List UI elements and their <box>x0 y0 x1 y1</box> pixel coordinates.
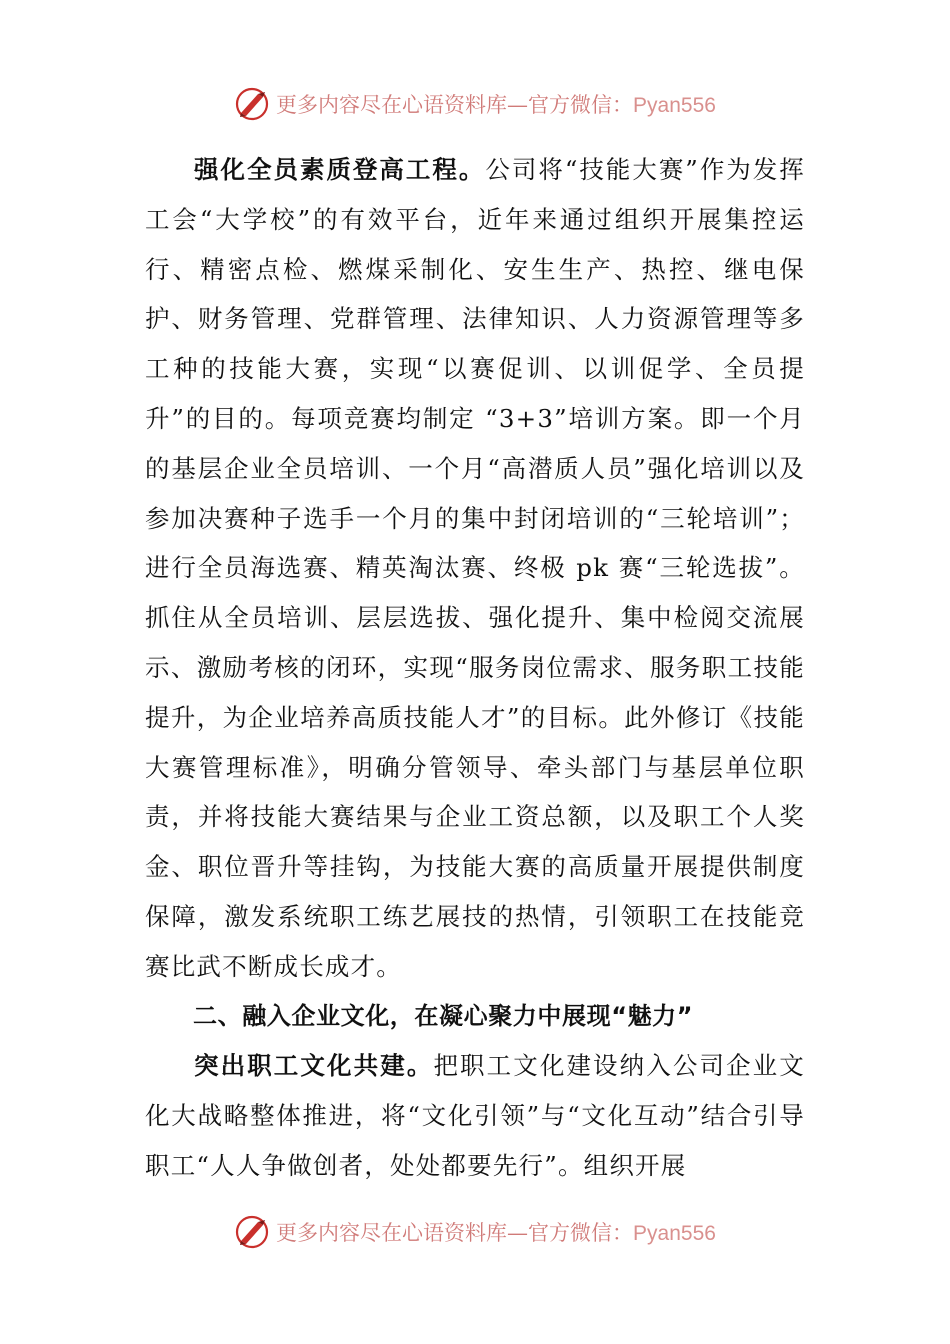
paragraph-lead: 突出职工文化共建。 <box>194 1051 434 1081</box>
paragraph-culture <box>145 1041 805 1190</box>
pen-logo-icon <box>234 86 270 122</box>
watermark-header <box>0 84 950 124</box>
section-heading: 二、融入企业文化，在凝心聚力中展现“魅力” <box>193 1001 694 1030</box>
document-body <box>145 145 805 1191</box>
pen-logo-icon <box>234 1214 270 1250</box>
watermark-text: 更多内容尽在心语资料库—官方微信：Pyan556 <box>276 1221 716 1245</box>
paragraph-text: 把职工文化建设纳入公司企业文化大战略整体推进，将“文化引领”与“文化互动”结合引导职工“人人争做创者，处处都要先行”。组织开展 <box>145 1051 805 1180</box>
paragraph-text: 公司将“技能大赛”作为发挥工会“大学校”的有效平台，近年来通过组织开展集控运行、精密点检、燃煤采制化、安生生产、热控、继电保护、财务管理、党群管理、法律知识、人力资源管理等多工种的技能大赛，实现“以赛促训、以训促学、全员提升”的目的。每项竞赛均制定 “3+3”培训方案。即一个月的基层企业全员培训、一个月“高潜质人员”强化培训以及参加决赛种子选手一个月的集中封闭培训的“三轮培训”；进行全员海选赛、精英淘汰赛、终极 pk 赛“三轮选拔”。抓住从全员培训、层层选拔、强化提升、集中检阅交流展示、激励考核的闭环，实现“服务岗位需求、服务职工技能提升，为企业培养高质技能人才”的目标。此外修订《技能大赛管理标准》，明确分管领导、牵头部门与基层单位职责，并将技能大赛结果与企业工资总额，以及职工个人奖金、职位晋升等挂钩，为技能大赛的高质量开展提供制度保障，激发系统职工练艺展技的热情，引领职工在技能竞赛比武不断成长成才。 <box>145 155 805 981</box>
watermark-text: 更多内容尽在心语资料库—官方微信：Pyan556 <box>276 93 716 117</box>
paragraph-lead: 强化全员素质登高工程。 <box>194 155 486 184</box>
paragraph-skills-contest <box>145 145 805 992</box>
watermark-footer <box>0 1212 950 1252</box>
